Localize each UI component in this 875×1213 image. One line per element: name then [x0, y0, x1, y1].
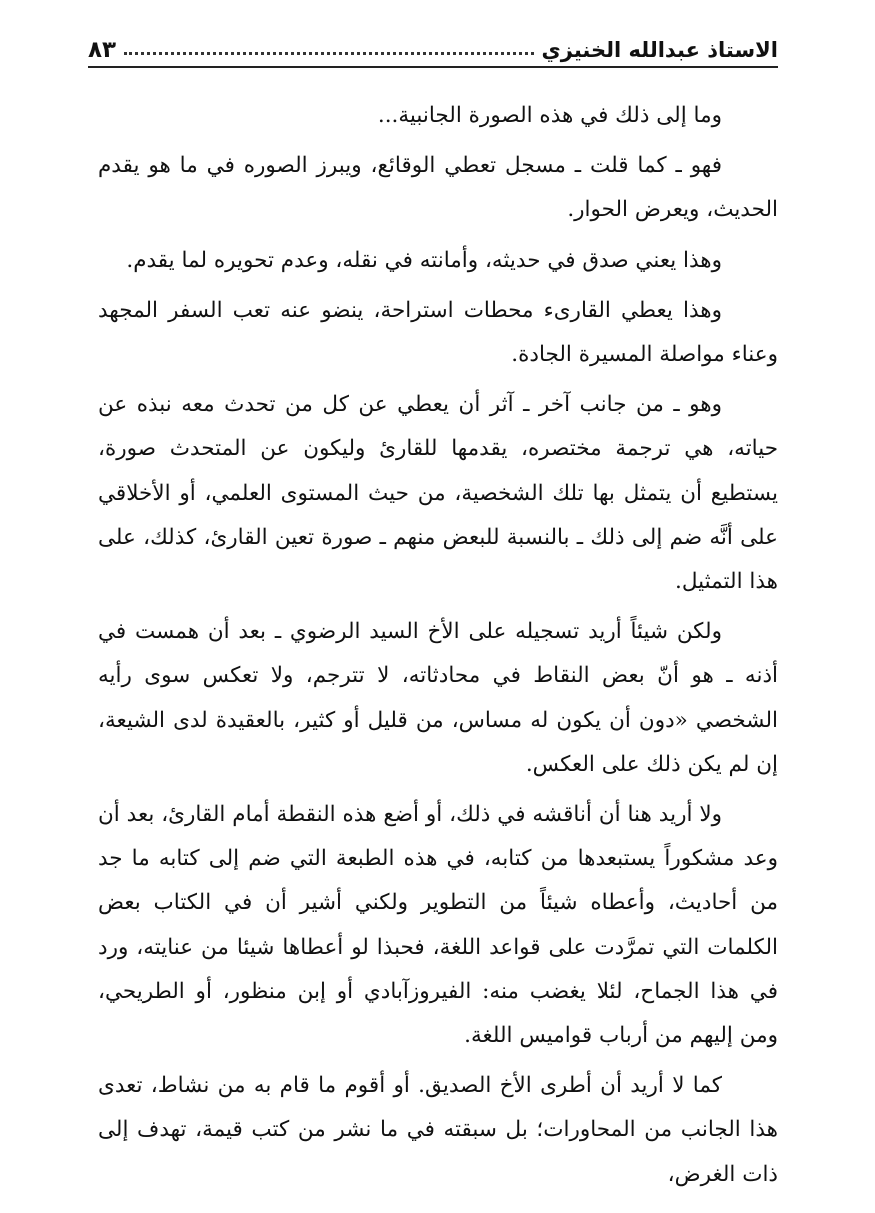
- paragraph: وهذا يعطي القارىء محطات استراحة، ينضو عنه تعب السفر المجهد وعناء مواصلة المسيرة الجادة.: [98, 297, 778, 368]
- paragraph: كما لا أريد أن أطرى الأخ الصديق. أو أقوم ما قام به من نشاط، تعدى هذا الجانب من المحاورات؛ بل سبقته في ما نشر من كتب قيمة، تهدف إلى ذات الغرض،: [98, 1073, 778, 1187]
- paragraph: ولكن شيئاً أريد تسجيله على الأخ السيد الرضوي ـ بعد أن همست في أذنه ـ هو أنّ بعض النقاط في محادثاته، لا تترجم، ولا تعكس سوى رأيه الشخصي «دون أن يكون له مساس، من قليل أو كثير، بالعقيدة لدى الشيعة، إن لم يكن ذلك على العكس.: [98, 619, 778, 777]
- paragraph: ولا أريد هنا أن أناقشه في ذلك، أو أضع هذه النقطة أمام القارئ، بعد أن وعد مشكوراً يستبعدها من كتابه، في هذه الطبعة التي ضم إلى كتابه ما جد من أحاديث، وأعطاه شيئاً من التطوير ولكني أشير أن في الكتاب بعض الكلمات التي تمرَّدت على قواعد اللغة، فحبذا لو أعطاها شيئا من عنايته، ورد في هذا الجماح، لئلا يغضب منه: الفيروزآبادي أو إبن منظور، أو الطريحي، ومن إليهم من أرباب قواميس اللغة.: [98, 802, 778, 1049]
- paragraph: وهو ـ من جانب آخر ـ آثر أن يعطي عن كل من تحدث معه نبذه عن حياته، هي ترجمة مختصره، يقدمها للقارئ وليكون عن المتحدث صورة، يستطيع أن يتمثل بها تلك الشخصية، من حيث المستوى العلمي، أو الأخلاقي على أنَّه ضم إلى ذلك ـ بالنسبة للبعض منهم ـ صورة تعين القارئ، كذلك، على هذا التمثيل.: [98, 392, 778, 595]
- body-text: [98, 94, 778, 1203]
- paragraph: وما إلى ذلك في هذه الصورة الجانبية...: [377, 103, 722, 128]
- header-dot-leader: [124, 51, 533, 55]
- page-number: ٨٣: [88, 37, 117, 63]
- page-header: [88, 26, 778, 68]
- running-title: الاستاذ عبدالله الخنيزي: [541, 38, 778, 62]
- paragraph: فهو ـ كما قلت ـ مسجل تعطي الوقائع، ويبرز الصوره في ما هو يقدم الحديث، ويعرض الحوار.: [98, 153, 778, 223]
- paragraph: وهذا يعني صدق في حديثه، وأمانته في نقله، وعدم تحويره لما يقدم.: [126, 247, 722, 273]
